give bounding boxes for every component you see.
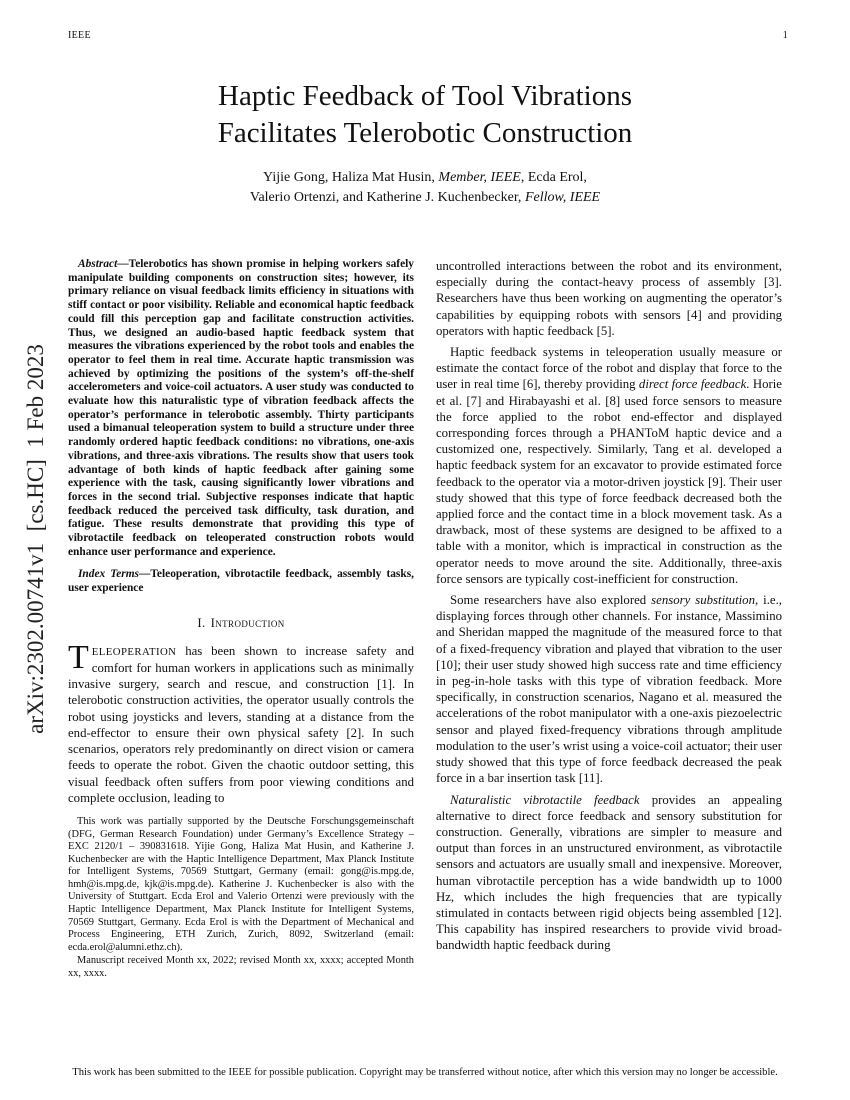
author-list [68, 168, 782, 208]
body-paragraph-direct-force-feedback: Haptic feedback systems in teleoperation usually measure or estimate the contact force of the robot and display that force to the user in real time [6], thereby providing direct force feedback. Horie et al. [7] and Hirabayashi et al. [8] used force sensors to measure the force applied to the robot end-effector and displayed corresponding forces through a PHANToM haptic device and a customized one, respectively. Similarly, Tang et al. developed a haptic feedback system for an excavator to provide estimated force feedback to the operator via a motor-driven joystick [9]. Their user study showed that this type of force feedback decreased both the applied force and the contact time in a block movement task. As a drawback, most of these systems are designed to be affixed to a table with a monitor, which is impractical in construction as the operator needs to move around the site. Additionally, three-axis force sensors are typically cost-inefficient for construction. [436, 345, 782, 586]
paper-title [68, 78, 782, 152]
author-line-2: Valerio Ortenzi, and Katherine J. Kuchenbecker, Fellow, IEEE [249, 190, 601, 205]
body-paragraph-sensory-substitution: Some researchers have also explored sensory substitution, i.e., displaying forces through other channels. For instance, Massimino and Sheridan mapped the magnitude of the measured force to that of a fixed-frequency vibration and played that vibration to the user [10]; their user study showed high success rate and time efficiency in peg-in-hole tasks with this type of vibration feedback. More specifically, in construction scenarios, Nagano et al. measured the accelerations of the robot manipulator with a one-axis piezoelectric sensor and played fixed-frequency vibrations through amplitude modulation to the user’s wrist using a voice-coil actuator; their user study showed that this type of force feedback decreased the peak force in a bar insertion task [11]. [436, 593, 783, 786]
abstract-paragraph: Abstract—Telerobotics has shown promise in helping workers safely manipulate building components on construction sites; however, its primary reliance on visual feedback limits efficiency in situations with stiff contact or poor visibility. Reliable and economical haptic feedback could fill this perception gap and facilitate construction activities. Thus, we designed an audio-based haptic feedback system that measures the vibrations experienced by the robot tools and enables the operator to feel them in real time. Accurate haptic transmission was achieved by optimizing the positions of the system’s off-the-shelf accelerometers and voice-coil actuators. A user study was conducted to evaluate how this naturalistic type of vibration feedback affects the operator’s performance in telerobotic assembly. Thirty participants used a bimanual teleoperation system to build a structure under three randomly ordered haptic feedback conditions: no vibrations, one-axis vibrations, and three-axis vibrations. The results show that users took advantage of both kinds of haptic feedback after gaining some experience with the task, causing significantly lower vibrations and forces in the second trial. Subjective responses indicate that haptic feedback reduced the perceived task difficulty, task duration, and fatigue. These results demonstrate that providing this type of vibrotactile feedback on teleoperated construction robots would enhance user performance and experience. [68, 258, 414, 558]
author-line-1: Yijie Gong, Haliza Mat Husin, Member, IEEE, Ecda Erol, [263, 170, 587, 185]
running-head-journal: IEEE [68, 30, 91, 41]
author-footnote-block [68, 816, 414, 981]
page-number: 1 [782, 30, 788, 41]
paper-title-line-1: Haptic Feedback of Tool Vibrations [218, 80, 632, 112]
paper-title-line-2: Facilitates Telerobotic Construction [217, 117, 633, 149]
introduction-paragraph-1: TELEOPERATION has been shown to increase safety and comfort for human workers in applications such as minimally invasive surgery, search and rescue, and construction [1]. In telerobotic construction activities, the operator usually controls the robot using joysticks and levers, standing at a distance from the end-effector to ensure their own physical safety [2]. In such scenarios, operators rely predominantly on direct vision or camera feeds to operate the robot. Given the chaotic outdoor setting, this visual feedback often suffers from poor viewing conditions and complete occlusion, leading to [68, 638, 414, 805]
section-heading-introduction: I. Introduction [197, 615, 285, 630]
body-paragraph-continuation: uncontrolled interactions between the robot and its environment, especially during the contact-heavy process of assembly [3]. Researchers have thus been working on augmenting the operator’s capabilities by equipping robots with sensors [4] and providing operators with haptic feedback [5]. [436, 259, 782, 338]
arxiv-watermark: arXiv:2302.00741v1 [cs.HC] 1 Feb 2023 [23, 344, 48, 734]
two-column-body [68, 258, 782, 981]
manuscript-history-footnote: Manuscript received Month xx, 2022; revised Month xx, xxxx; accepted Month xx, xxxx. [68, 955, 414, 980]
funding-affiliation-footnote: This work was partially supported by the Deutsche Forschungsgemeinschaft (DFG, German Research Foundation) under Germany’s Excellence Strategy – EXC 2120/1 – 390831618. Yijie Gong, Haliza Mat Husin, and Katherine J. Kuchenbecker are with the Haptic Intelligence Department, Max Planck Institute for Intelligent Systems, 70569 Stuttgart, Germany (email: gong@is.mpg.de, hmh@is.mpg.de, kjk@is.mpg.de). Katherine J. Kuchenbecker is also with the University of Stuttgart. Ecda Erol and Valerio Ortenzi were previously with the Haptic Intelligence Department, Max Planck Institute for Intelligent Systems, 70569 Stuttgart, Germany. Ecda Erol is with the Department of Mechanical and Process Engineering, ETH Zurich, Zurich, 8092, Switzerland (email: ecda.erol@alumni.ethz.ch). [68, 815, 414, 953]
body-paragraph-naturalistic-feedback: Naturalistic vibrotactile feedback provides an appealing alternative to direct force feedback and sensory substitution for construction. Generally, vibrations are simpler to measure and output than forces in an unstructured environment, as vibrotactile sensors and actuators are usually small and inexpensive. Moreover, human vibrotactile perception has a wide bandwidth up to 1000 Hz, which includes the high frequencies that are typically stimulated in contacts between rigid objects being assembled [12]. This capability has inspired researchers to provide vivid broad-bandwidth haptic feedback during [436, 792, 782, 953]
submission-notice: This work has been submitted to the IEEE for possible publication. Copyright may be transferred without notice, after which this version may no longer be accessible. [72, 1067, 778, 1078]
running-head [68, 30, 788, 41]
right-column [436, 258, 782, 981]
left-column [68, 258, 414, 981]
index-terms-paragraph: Index Terms—Teleoperation, vibrotactile feedback, assembly tasks, user experience [68, 568, 414, 595]
